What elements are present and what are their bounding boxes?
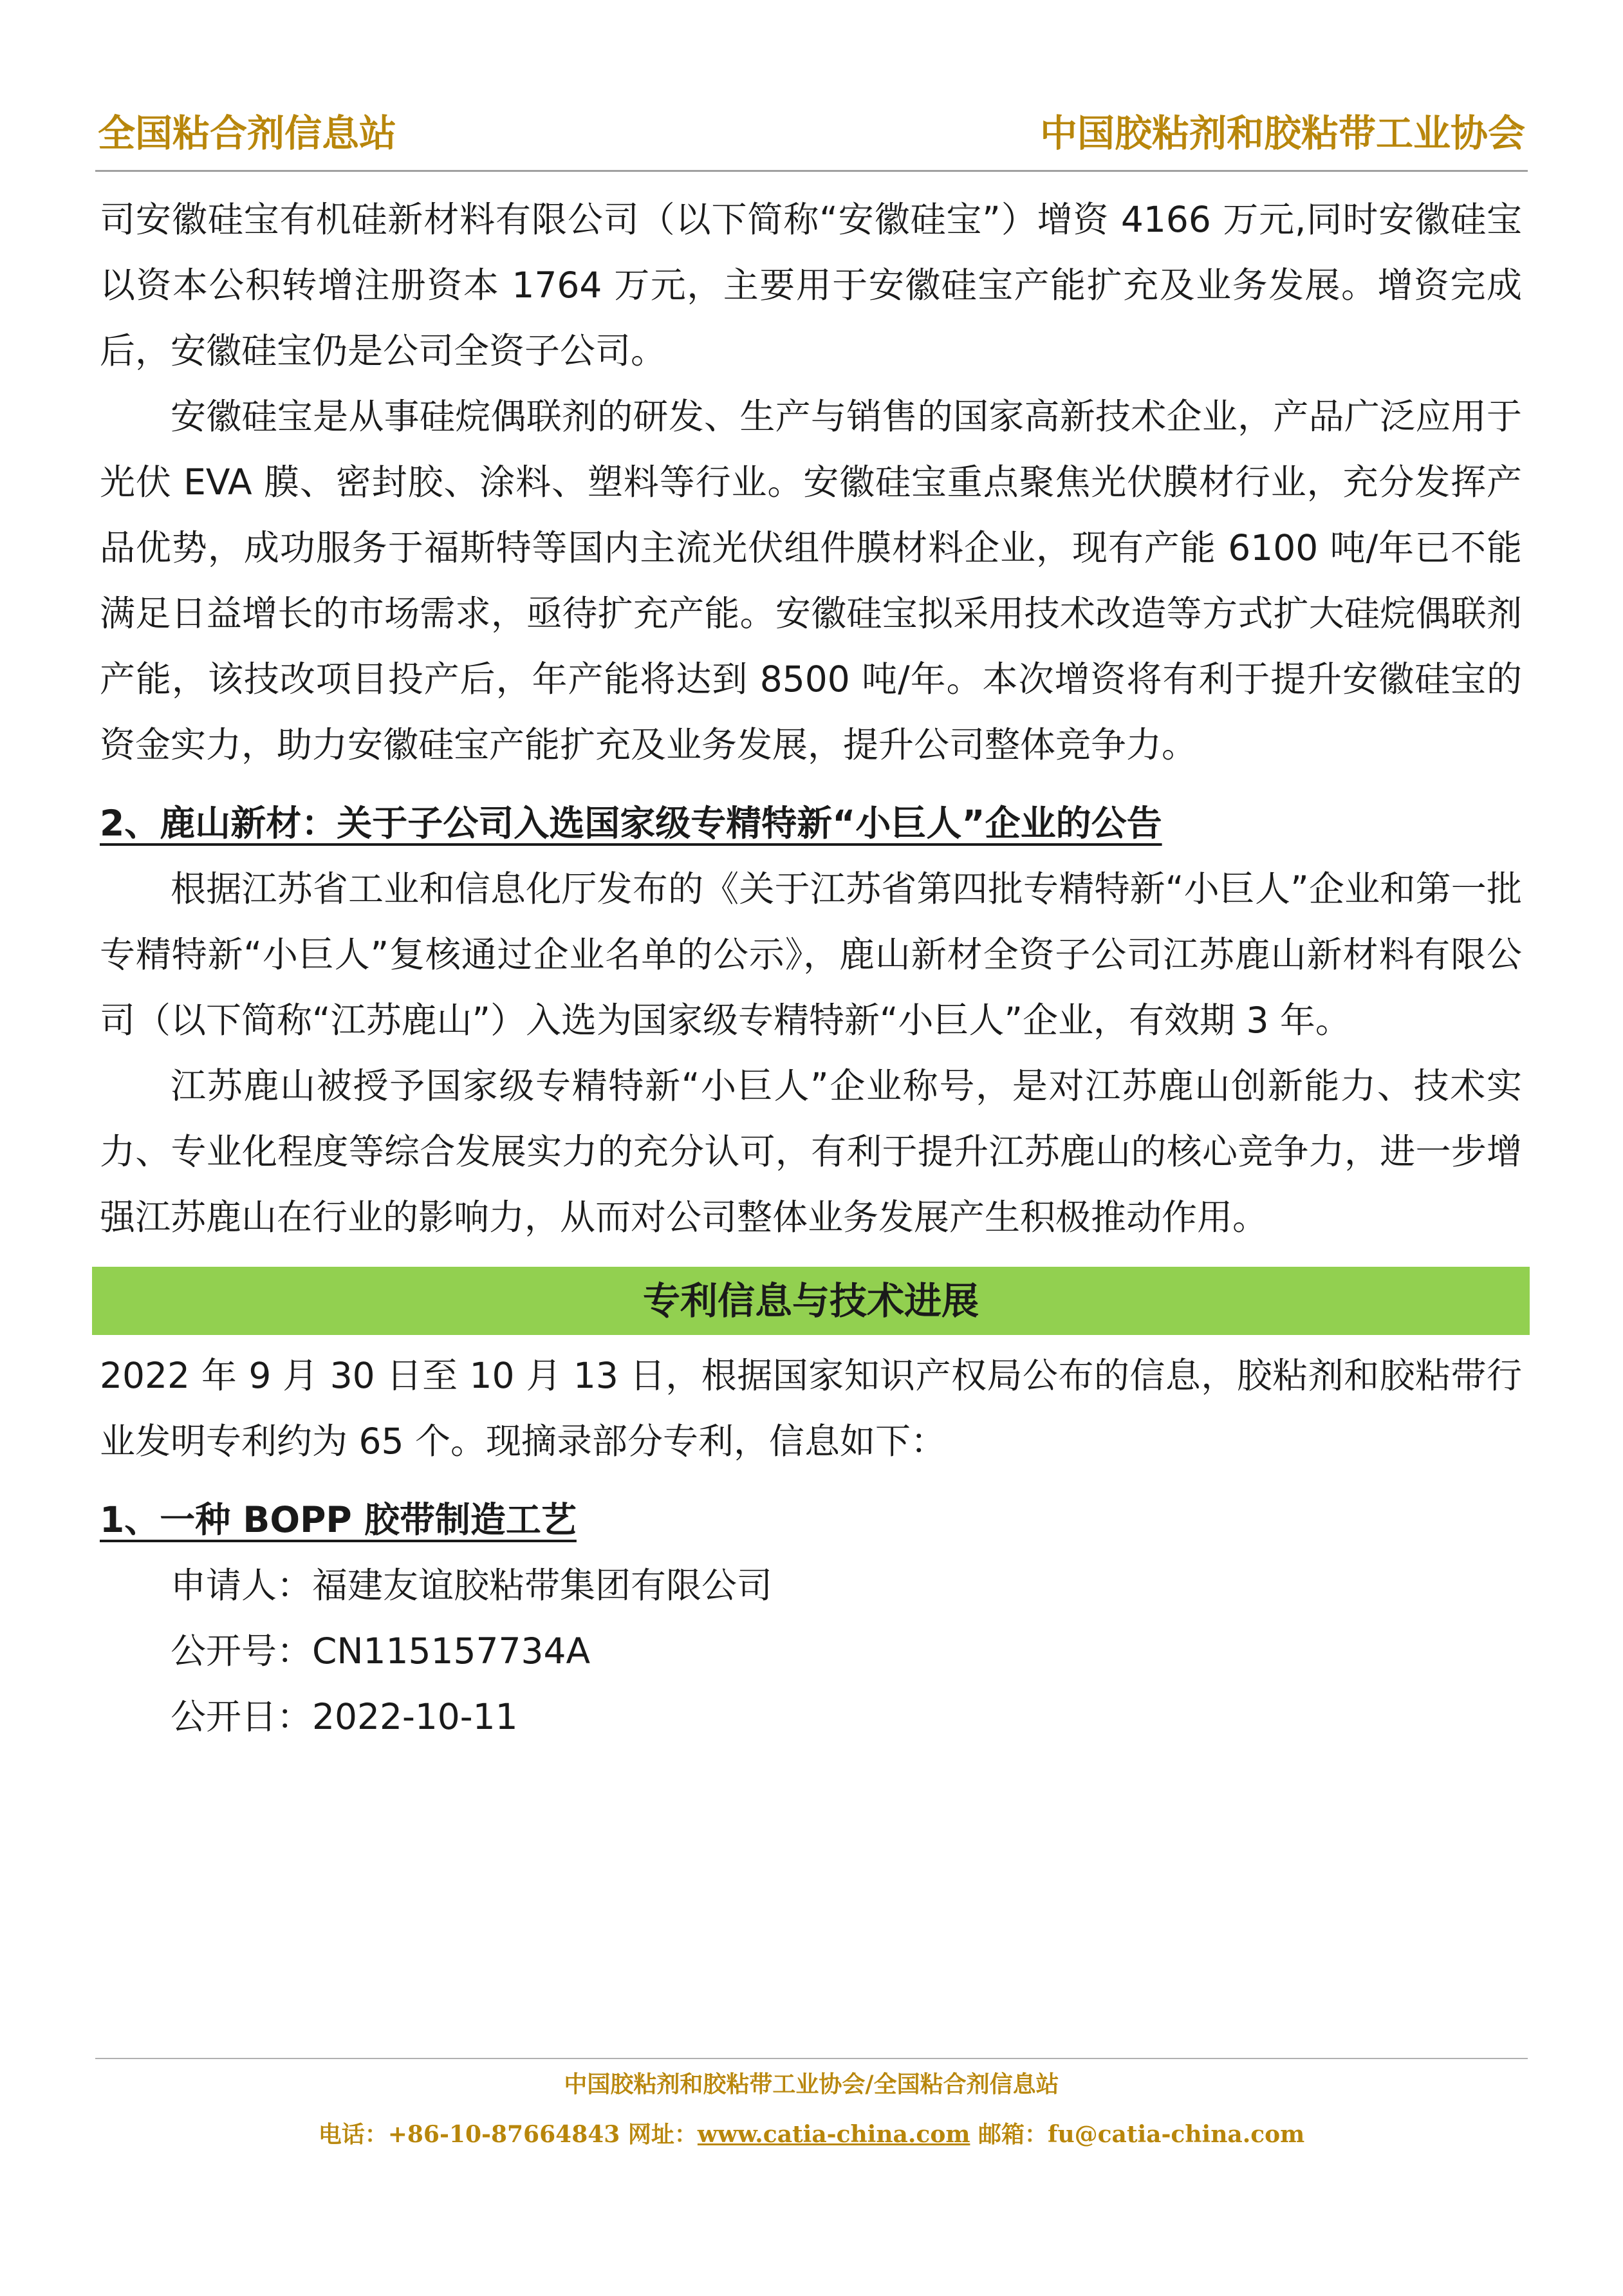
header-site-name: 全国粘合剂信息站 <box>98 111 397 155</box>
footer-divider <box>95 2058 1528 2059</box>
paragraph-anhui-guibao: 安徽硅宝是从事硅烷偶联剂的研发、生产与销售的国家高新技术企业，产品广泛应用于光伏 EVA 膜、密封胶、涂料、塑料等行业。安徽硅宝重点聚焦光伏膜材行业，充分发挥产品优势，成功服务于福斯特等国内主流光伏组件膜材料企业，现有产能 6100 吨/年已不能满足日益增长的市场需求，亟待扩充产能。安徽硅宝拟采用技术改造等方式扩大硅烷偶联剂产能，该技改项目投产后，年产能将达到 8500 吨/年。本次增资将有利于提升安徽硅宝的资金实力，助力安徽硅宝产能扩充及业务发展，提升公司整体竞争力。 <box>100 396 1522 765</box>
section-heading-lushan: 2、鹿山新材：关于子公司入选国家级专精特新“小巨人”企业的公告 <box>100 803 1162 844</box>
paragraph-lushan-significance: 江苏鹿山被授予国家级专精特新“小巨人”企业称号，是对江苏鹿山创新能力、技术实力、专业化程度等综合发展实力的充分认可，有利于提升江苏鹿山的核心竞争力，进一步增强江苏鹿山在行业的影响力，从而对公司整体业务发展产生积极推动作用。 <box>100 1065 1522 1238</box>
patent-publication-date: 公开日：2022-10-11 <box>171 1696 518 1737</box>
footer-website-link[interactable]: www.catia-china.com <box>697 2121 970 2148</box>
header-association-name: 中国胶粘剂和胶粘带工业协会 <box>1039 111 1525 155</box>
spacer <box>100 1474 1522 1487</box>
paragraph-patent-intro: 2022 年 9 月 30 日至 10 月 13 日，根据国家知识产权局公布的信息，胶粘剂和胶粘带行业发明专利约为 65 个。现摘录部分专利，信息如下： <box>100 1355 1522 1462</box>
patent-heading-bopp: 1、一种 BOPP 胶带制造工艺 <box>100 1499 577 1540</box>
footer-organization: 中国胶粘剂和胶粘带工业协会/全国粘合剂信息站 <box>564 2071 1059 2098</box>
paragraph-lushan-announcement: 根据江苏省工业和信息化厅发布的《关于江苏省第四批专精特新“小巨人”企业和第一批专精特新“小巨人”复核通过企业名单的公示》，鹿山新材全资子公司江苏鹿山新材料有限公司（以下简称“江苏鹿山”）入选为国家级专精特新“小巨人”企业，有效期 3 年。 <box>100 868 1522 1041</box>
patent-applicant: 申请人：福建友谊胶粘带集团有限公司 <box>171 1565 773 1606</box>
footer-email: 邮箱：fu@catia-china.com <box>970 2121 1305 2148</box>
patent-publication-number: 公开号：CN115157734A <box>171 1630 591 1672</box>
section-banner-patents: 专利信息与技术进展 <box>92 1267 1530 1335</box>
spacer <box>100 778 1522 790</box>
footer-phone: 电话：+86-10-87664843 网址： <box>318 2121 698 2148</box>
document-body <box>100 187 1522 1750</box>
footer-contact <box>0 2116 1623 2149</box>
paragraph-capital-increase: 司安徽硅宝有机硅新材料有限公司（以下简称“安徽硅宝”）增资 4166 万元,同时安徽硅宝以资本公积转增注册资本 1764 万元，主要用于安徽硅宝产能扩充及业务发展。增资完成后，安徽硅宝仍是公司全资子公司。 <box>100 199 1522 371</box>
header-divider <box>95 170 1528 172</box>
